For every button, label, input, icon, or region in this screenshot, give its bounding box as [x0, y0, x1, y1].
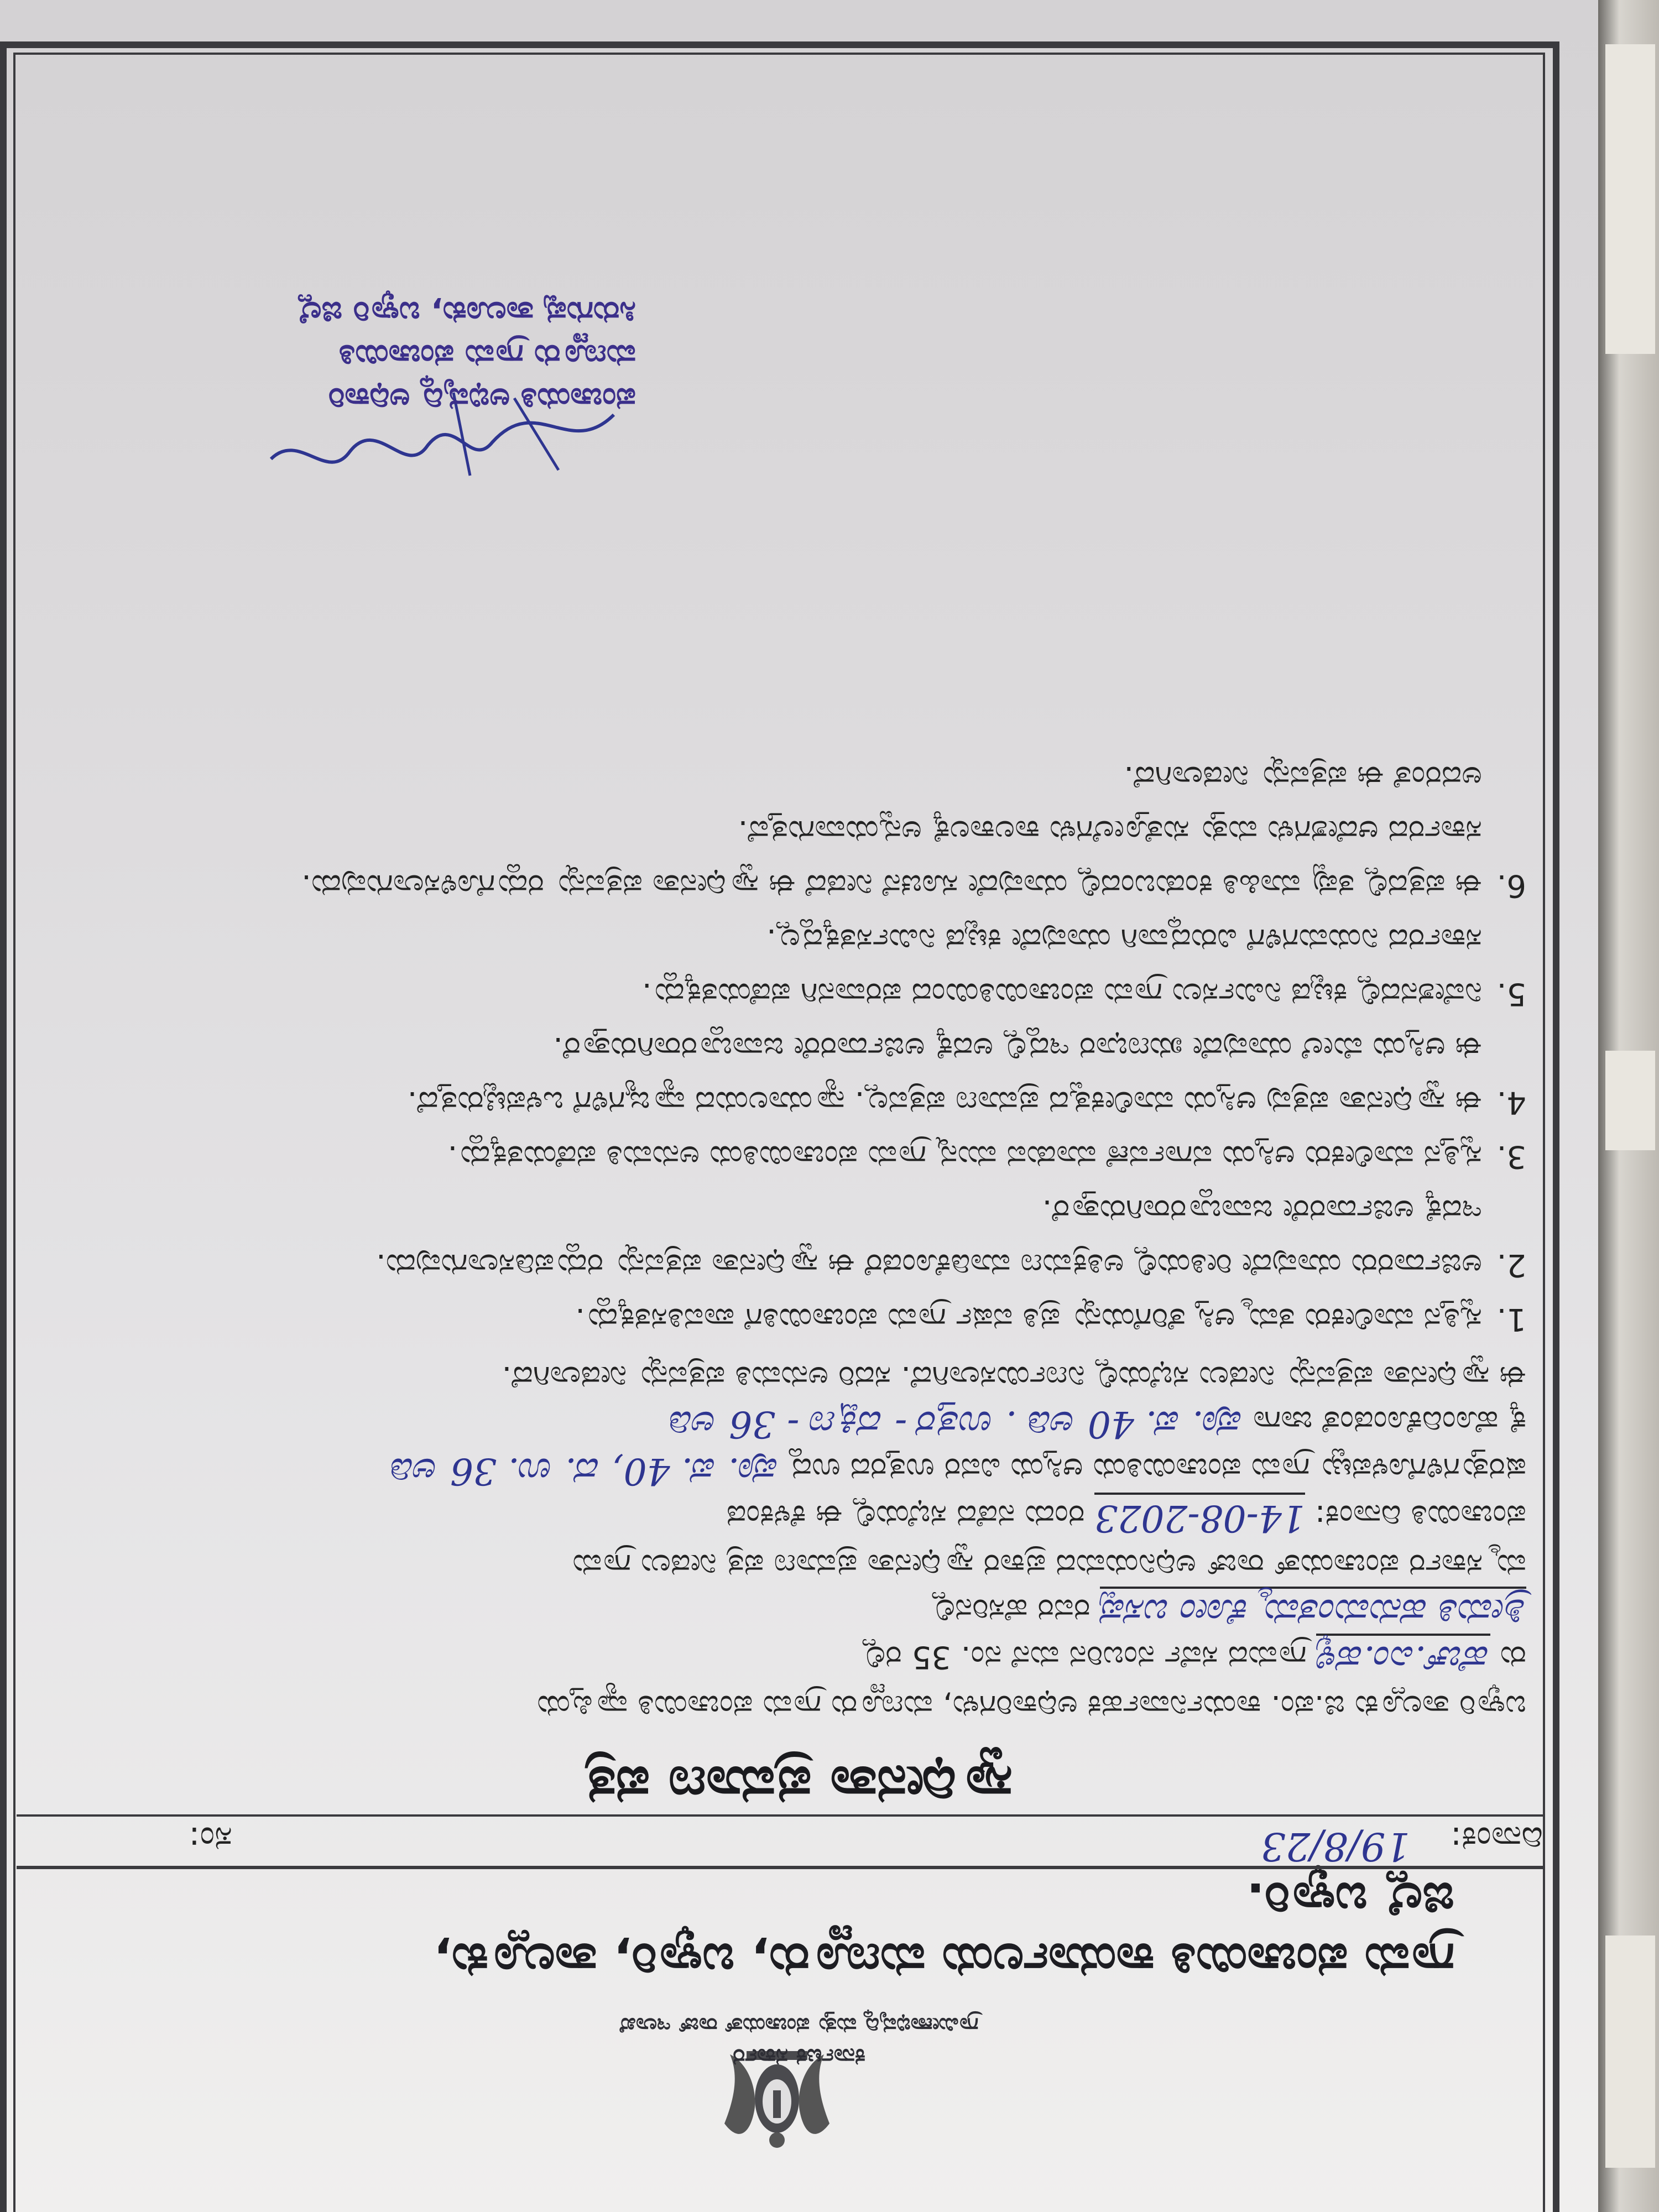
official-seal [138, 291, 636, 420]
condition-text: ಸರ್ಕಾರದ ಆದೇಶಗಳು ಮತ್ತು ಸುತ್ತೋಲೆಗಳು ಕಾಲಕಾಲಕ್ಕೆ ಅನ್ವಯವಾಗುತ್ತವೆ. [738, 813, 1482, 849]
government-name: ಕರ್ನಾಟಕ ಸರ್ಕಾರ [733, 2044, 865, 2071]
body-line-3-rest: ರವರ ಹೆಸರಿನಲ್ಲಿ [931, 1592, 1091, 1628]
condition-number: 3. [1496, 1139, 1526, 1175]
condition-item [33, 1137, 1526, 1176]
property-dimension-fill: ಪೂ. ಪ. 40, ದ. ಉ. 36 ಅಡಿ [392, 1450, 779, 1493]
body-line-7a: ಕ್ಕೆ ಹೊಂದಿಕೊಂಡಂತೆ ಜಾಗಾ [1253, 1404, 1526, 1440]
condition-text: ಸ್ವತ್ತಿನ ಮಾಲೀಕರು ತಮ್ಮ ಆಸ್ತಿ ತೆರಿಗೆಯನ್ನು ಪ್ರತಿ ವರ್ಷ ಗ್ರಾಮ ಪಂಚಾಯಿತಿಗೆ ಪಾವತಿಸತಕ್ಕದ್ದು. [575, 1301, 1482, 1337]
condition-text: ಈ ಆಸ್ತಿಯ ಮೇಲೆ ಯಾವುದೇ ಋಣಭಾರ ಇದ್ದಲ್ಲಿ ಅದಕ್ಕೆ ಅರ್ಜಿದಾರರೇ ಜವಾಬ್ದಾರರಾಗಿರುತ್ತಾರೆ. [553, 1030, 1482, 1066]
condition-item [33, 758, 1526, 796]
seal-line-3: ಸಿರುಗುಪ್ಪ ತಾಲೂಕು, ಬಳ್ಳಾರಿ ಜಿಲ್ಲೆ [296, 295, 636, 331]
binder-edge [1598, 0, 1659, 2212]
village-name-fill: ಹೆಚ್.ಎಂ.ಹಳ್ಳಿ [1316, 1634, 1490, 1681]
condition-number: 5. [1496, 976, 1526, 1012]
document-title: ಸ್ವಾಧೀನತಾ ಪ್ರಮಾಣ ಪತ್ರ [585, 1755, 1013, 1817]
body-line [33, 1546, 1526, 1584]
next-page-slip [1604, 1051, 1655, 1150]
condition-text: ಸರ್ಕಾರದ ನಿಯಮಗಳಿಗೆ ವಿರುದ್ಧವಾಗಿ ಯಾವುದೇ ಕಟ್ಟಡ ನಿರ್ಮಿಸತಕ್ಕದ್ದಲ್ಲ. [766, 922, 1482, 958]
condition-item [33, 920, 1526, 959]
reference-number-label: ಸಂ: [189, 1819, 232, 1858]
body-line-2-rest: ಗ್ರಾಮದ ಸರ್ವೆ ನಂಬರಿನ ಮನೆ ನಂ. 35 ರಲ್ಲಿ [862, 1639, 1307, 1675]
owner-name-fill: ಶ್ರೀಮತಿ ಹನುಮಂತಮ್ಮ ಕೋಂ ಬಸಪ್ಪ [1100, 1587, 1526, 1634]
office-title [127, 1869, 1454, 1991]
body-line [33, 1358, 1526, 1396]
date-value: 19/8/23 [1261, 1824, 1410, 1869]
body-line [33, 1496, 1526, 1540]
body-line [33, 1402, 1526, 1446]
department-name: ಗ್ರಾಮೀಣಾಭಿವೃದ್ಧಿ ಮತ್ತು ಪಂಚಾಯತ್ ರಾಜ್ ಇಲಾಖೆ [619, 2013, 979, 2038]
body-line-8: ಈ ಸ್ವಾಧೀನತಾ ಪತ್ರವನ್ನು ನೀಡಲು ಸಭೆಯಲ್ಲಿ ನಿರ್ಣಯಿಸಲಾಗಿದೆ. ಸದರಿ ಅನುಮತಿ ಪತ್ರವನ್ನು ನೀಡಲಾಗಿದೆ. [502, 1359, 1526, 1395]
condition-item [33, 974, 1526, 1013]
condition-item [33, 1029, 1526, 1067]
site-dimension-fill: ಪೂ. ಪ. 40 ಅಡಿ . ಉತ್ತರ - ದಕ್ಷಿಣ - 36 ಅಡಿ [670, 1403, 1244, 1446]
body-line-6a: ಷರತ್ತುಗಳಿಗೊಳಪಟ್ಟು ಗ್ರಾಮ ಪಂಚಾಯಿತಿಯ ಆಸ್ತಿಯ ವಿವರ ಉತ್ತರದ ಉದ್ದ [789, 1451, 1526, 1487]
body-line [33, 1449, 1526, 1493]
condition-item [33, 1245, 1526, 1284]
body-line-1: ಬಳ್ಳಾರಿ ತಾಲ್ಲೂಕು ಜಿ.ಪಂ. ಕಾರ್ಯನಿರ್ವಾಹಕ ಅಧಿಕಾರಿಗಳು, ಮಣ್ಣೂರು ಗ್ರಾಮ ಪಂಚಾಯಿತಿ ವ್ಯಾಪ್ತಿಯ [537, 1688, 1526, 1724]
condition-text: ಅದರಂತೆ ಈ ಪತ್ರವನ್ನು ನೀಡಲಾಗಿದೆ. [1124, 759, 1482, 795]
body-line-2-label: ರು [1500, 1639, 1526, 1675]
condition-item [33, 1083, 1526, 1121]
condition-text: ಸ್ವತ್ತಿನ ಮಾಲೀಕರು ಆಸ್ತಿಯ ವರ್ಗಾವಣೆ ಮಾಡುವ ಮುನ್ನ ಗ್ರಾಮ ಪಂಚಾಯಿತಿಯ ಅನುಮತಿ ಪಡೆಯತಕ್ಕದ್ದು. [447, 1139, 1482, 1175]
body-line [33, 1590, 1526, 1634]
condition-text: ಇದಕ್ಕೆ ಅರ್ಜಿದಾರರೇ ಜವಾಬ್ದಾರರಾಗಿರುತ್ತಾರೆ. [1042, 1193, 1482, 1229]
date-label: ದಿನಾಂಕ: [1450, 1819, 1543, 1858]
seal-line-2: ಮಣ್ಣೂರು ಗ್ರಾಮ ಪಂಚಾಯಿತಿ [338, 338, 636, 374]
body-line-5b: ರಂದು ನಡೆದ ಸಭೆಯಲ್ಲಿ ಈ ಕೆಳಕಂಡ [726, 1498, 1085, 1534]
condition-text: ಈ ಪತ್ರದಲ್ಲಿ ತಪ್ಪು ಮಾಹಿತಿ ಕಂಡುಬಂದಲ್ಲಿ ಯಾವುದೇ ಸೂಚನೆ ನೀಡದೆ ಈ ಸ್ವಾಧೀನತಾ ಪತ್ರವನ್ನು ರದ್ದುಗೊಳಿಸಲಾಗುವುದು. [301, 868, 1482, 904]
office-title-line1: ಗ್ರಾಮ ಪಂಚಾಯಿತಿ ಕಾರ್ಯಾಲಯ ಮಣ್ಣೂರು, ಬಳ್ಳಾರಿ, ತಾಲ್ಲೂಕು, [434, 1933, 1454, 1988]
condition-text: ಅರ್ಜಿದಾರರು ಯಾವುದೇ ರೀತಿಯಲ್ಲಿ ಅತಿಕ್ರಮಣ ಮಾಡಿಕೊಂಡರೆ ಈ ಸ್ವಾಧೀನತಾ ಪತ್ರವನ್ನು ರದ್ದುಪಡಿಸಲಾಗುವುದು. [375, 1247, 1482, 1283]
body-line [33, 1637, 1526, 1681]
office-title-line2: ಜಿಲ್ಲೆ ಬಳ್ಳಾರಿ. [1246, 1872, 1454, 1927]
body-line-4: ಮ್ಮ ಸರ್ಕಾರ ಪಂಚಾಯತ್ ರಾಜ್ ಅಧಿನಿಯಮದ ಪ್ರಕಾರ ಸ್ವಾಧೀನತಾ ಪ್ರಮಾಣ ಪತ್ರ ನೀಡಲು ಗ್ರಾಮ [572, 1547, 1526, 1583]
meeting-date-fill: 14-08-2023 [1094, 1493, 1305, 1540]
condition-item [33, 1191, 1526, 1230]
condition-number: 4. [1496, 1084, 1526, 1120]
body-line-5a: ಪಂಚಾಯಿತಿ ದಿನಾಂಕ: [1314, 1498, 1526, 1534]
body-line [33, 1687, 1526, 1725]
next-page-slip [1604, 1936, 1655, 2168]
condition-number: 6. [1496, 868, 1526, 904]
condition-item [33, 812, 1526, 851]
condition-text: ನಿವೇಶನದಲ್ಲಿ ಕಟ್ಟಡ ನಿರ್ಮಿಸಲು ಗ್ರಾಮ ಪಂಚಾಯಿತಿಯಿಂದ ಪರವಾನಗಿ ಪಡೆಯತಕ್ಕದ್ದು. [641, 976, 1482, 1012]
condition-item [33, 1300, 1526, 1338]
condition-number: 1. [1496, 1301, 1526, 1337]
seal-line-1: ಪಂಚಾಯತಿ ಅಭಿವೃದ್ಧಿ ಅಧಿಕಾರಿ [328, 381, 636, 417]
next-page-slip [1604, 44, 1655, 354]
condition-text: ಈ ಸ್ವಾಧೀನತಾ ಪತ್ರವು ಆಸ್ತಿಯ ಮಾಲೀಕತ್ವದ ಪ್ರಮಾಣ ಪತ್ರವಲ್ಲ. ನ್ಯಾಯಾಲಯದ ವ್ಯಾಜ್ಯಗಳಿಗೆ ಒಳಪಟ್ಟಿರುತ್ತದೆ. [407, 1084, 1482, 1120]
condition-number: 2. [1496, 1247, 1526, 1283]
condition-item [33, 866, 1526, 905]
